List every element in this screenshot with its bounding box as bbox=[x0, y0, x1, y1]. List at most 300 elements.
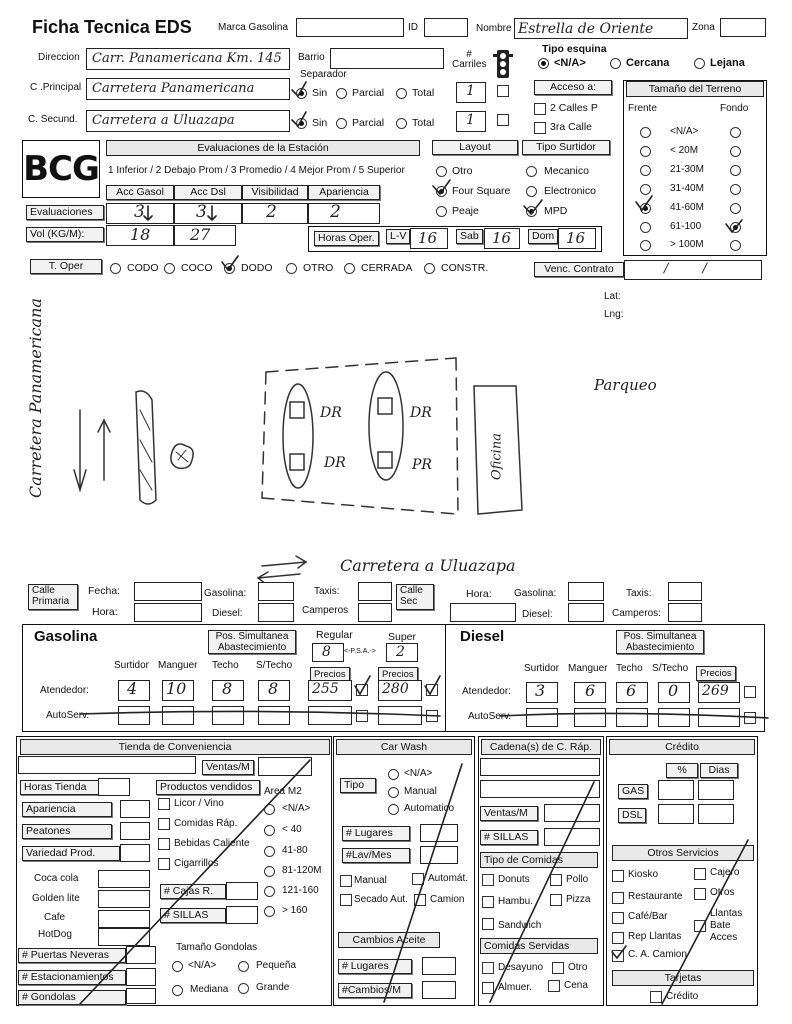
brand-hotdog-field[interactable] bbox=[98, 928, 150, 946]
oper-dodo-label: DODO bbox=[241, 262, 273, 274]
servicio-camion-check[interactable] bbox=[612, 950, 624, 962]
credito-dias-label: Dias bbox=[700, 763, 738, 778]
id-field[interactable] bbox=[424, 18, 468, 37]
tamano-na-radio[interactable] bbox=[172, 961, 183, 972]
hora2-field[interactable] bbox=[450, 603, 516, 622]
carwash-secado-label: Secado Aut. bbox=[354, 894, 408, 905]
frente-radio-3[interactable] bbox=[640, 165, 651, 176]
dsl-surtidor-value: 3 bbox=[535, 681, 546, 700]
cambios-aceite-title: Cambios Aceite bbox=[338, 932, 440, 948]
area-gt160-radio[interactable] bbox=[264, 906, 275, 917]
cadena-title: Cadena(s) de C. Ráp. bbox=[481, 739, 601, 755]
carwash-lugares-field[interactable] bbox=[420, 824, 458, 842]
carwash-na-radio[interactable] bbox=[388, 769, 399, 780]
oper-codo-radio[interactable] bbox=[110, 263, 121, 274]
tipo-surtidor-label: Tipo Surtidor bbox=[522, 140, 610, 155]
taxis2-label: Taxis: bbox=[626, 588, 652, 599]
dsl-techo-value: 6 bbox=[626, 681, 637, 700]
gas-auto-surtidor[interactable] bbox=[118, 706, 150, 725]
taxis-label: Taxis: bbox=[314, 586, 340, 597]
sketch-dispenser-1: DR bbox=[320, 405, 342, 421]
carwash-lavmes-label: #Lav/Mes bbox=[342, 848, 410, 863]
frente-radio-5[interactable] bbox=[640, 203, 651, 214]
direccion-value: Carr. Panamericana Km. 145 bbox=[92, 51, 282, 66]
servida-almuer-label: Almuer. bbox=[498, 982, 532, 993]
cambios-lugares-field[interactable] bbox=[422, 957, 456, 975]
servicio-llantas-label: Llantas Bate Acces bbox=[710, 908, 743, 943]
gas-manguer-value: 10 bbox=[166, 679, 187, 698]
separador-total-label-2: Total bbox=[412, 117, 435, 129]
c-secund-label: C. Secund. bbox=[28, 114, 78, 125]
gas-auto-precio-regular[interactable] bbox=[308, 706, 352, 725]
servida-desayuno-check[interactable] bbox=[482, 962, 494, 974]
frente-label: Frente bbox=[628, 103, 657, 114]
gas-col-manguer: Manguer bbox=[158, 660, 198, 671]
carwash-lugares-label: # Lugares bbox=[342, 826, 410, 841]
tamano-pequena-label: Pequeña bbox=[256, 960, 297, 971]
carwash-camion-check[interactable] bbox=[414, 894, 426, 906]
fondo-radio-1[interactable] bbox=[730, 127, 741, 138]
servicio-otros-label: Otros bbox=[710, 887, 735, 898]
area-80-radio[interactable] bbox=[264, 846, 275, 857]
surtidor-mpd-label: MPD bbox=[544, 205, 568, 217]
carwash-auto-label: Automatico bbox=[404, 803, 455, 814]
gas-col-techo: Techo bbox=[212, 660, 239, 671]
oper-dodo-radio[interactable] bbox=[224, 263, 235, 274]
cambios-lugares-label: # Lugares bbox=[338, 959, 412, 974]
oper-otro-radio[interactable] bbox=[286, 263, 297, 274]
credito-dsl-pct[interactable] bbox=[658, 804, 694, 824]
servicio-otros-check[interactable] bbox=[694, 888, 706, 900]
area-na-label: <N/A> bbox=[282, 803, 311, 814]
t-oper-label: T. Oper bbox=[30, 259, 102, 274]
credito-dsl-dias[interactable] bbox=[698, 804, 734, 824]
servida-otro-check[interactable] bbox=[552, 962, 564, 974]
cadena-field-1[interactable] bbox=[480, 758, 600, 776]
col-acc-dsl: Acc Dsl bbox=[174, 185, 242, 200]
servida-cena-label: Cena bbox=[564, 980, 588, 991]
hora-label: Hora: bbox=[92, 606, 118, 618]
eval-visibilidad-value: 2 bbox=[266, 202, 277, 222]
cajas-field[interactable] bbox=[226, 882, 258, 900]
eval-apariencia-field[interactable] bbox=[308, 203, 380, 224]
comida-sandwich-check[interactable] bbox=[482, 918, 494, 930]
surtidor-electronico-label: Electronico bbox=[544, 185, 596, 197]
tarjeta-credito-check[interactable] bbox=[650, 991, 662, 1003]
terreno-size-6: 61-100 bbox=[670, 221, 702, 232]
estacionamientos-field[interactable] bbox=[126, 968, 156, 986]
horas-oper-label: Horas Oper. bbox=[314, 231, 379, 246]
nombre-label: Nombre bbox=[476, 23, 512, 34]
tienda-title: Tienda de Conveniencia bbox=[20, 739, 330, 755]
oper-constr-radio[interactable] bbox=[424, 263, 435, 274]
servicio-rep-llantas-label: Rep Llantas bbox=[628, 931, 682, 942]
comida-pizza-label: Pizza bbox=[566, 894, 591, 905]
dsl-col-techo: Techo bbox=[616, 663, 643, 674]
servicio-rep-llantas-check[interactable] bbox=[612, 932, 624, 944]
separador-parcial-label-2: Parcial bbox=[352, 117, 385, 129]
carwash-lavmes-field[interactable] bbox=[420, 846, 458, 864]
separador-parcial-radio-2[interactable] bbox=[336, 118, 347, 129]
precios-regular-label: Precios bbox=[310, 667, 350, 682]
super-pos-value: 2 bbox=[396, 644, 405, 660]
col-acc-gasol: Acc Gasol bbox=[106, 185, 174, 200]
separador-parcial-radio-1[interactable] bbox=[336, 88, 347, 99]
oper-coco-label: COCO bbox=[181, 262, 213, 274]
gondolas-label: # Gondolas bbox=[18, 990, 126, 1005]
gasolina2-label: Gasolina: bbox=[514, 588, 557, 599]
oper-cerrada-label: CERRADA bbox=[361, 262, 413, 274]
brand-cafe-field[interactable] bbox=[98, 910, 150, 928]
carwash-tipo-label: Tipo bbox=[340, 778, 376, 793]
frente-radio-6[interactable] bbox=[640, 222, 651, 233]
comida-pollo-label: Pollo bbox=[566, 874, 589, 885]
servicio-cafe-label: Café/Bar bbox=[628, 911, 668, 922]
vol-dsl-value: 27 bbox=[190, 225, 211, 244]
terreno-title: Tamaño del Terreno bbox=[626, 81, 764, 97]
marca-gasolina-field[interactable] bbox=[296, 18, 404, 37]
cajas-label: # Cajas R. bbox=[160, 884, 226, 899]
dsl-auto-techo[interactable] bbox=[616, 708, 648, 727]
tamano-grande-radio[interactable] bbox=[238, 983, 249, 994]
sketch-road-bottom: Carretera a Uluazapa bbox=[340, 556, 516, 575]
gas-auto-super-check[interactable] bbox=[426, 710, 438, 722]
tienda-ventas-field[interactable] bbox=[258, 757, 312, 776]
servida-almuer-check[interactable] bbox=[482, 982, 494, 994]
tamano-grande-label: Grande bbox=[256, 982, 290, 993]
bcg-logo: BCG bbox=[22, 140, 100, 198]
credito-gas-dias[interactable] bbox=[698, 780, 734, 800]
comidas-servidas-title: Comidas Servidas bbox=[480, 938, 598, 954]
frente-radio-4[interactable] bbox=[640, 184, 651, 195]
regular-label: Regular bbox=[316, 629, 353, 641]
camperos-label: Camperos bbox=[302, 605, 349, 616]
producto-licor-check[interactable] bbox=[158, 798, 170, 810]
surtidor-mpd-radio[interactable] bbox=[526, 206, 537, 217]
oper-constr-label: CONSTR. bbox=[441, 262, 489, 274]
area-120-label: 81-120M bbox=[282, 865, 322, 876]
carriles-secund-check[interactable] bbox=[497, 114, 509, 126]
tarjeta-credito-label: Crédito bbox=[666, 991, 699, 1002]
tienda-sillas-field[interactable] bbox=[226, 906, 258, 924]
tamano-mediana-label: Mediana bbox=[190, 984, 229, 995]
esquina-lejana-label: Lejana bbox=[710, 57, 745, 69]
camperos-field[interactable] bbox=[358, 603, 392, 622]
zona-label: Zona bbox=[692, 22, 715, 33]
producto-cigarrillos-label: Cigarrillos bbox=[174, 858, 219, 869]
regular-pos-value: 8 bbox=[322, 644, 331, 660]
servicio-restaurante-label: Restaurante bbox=[628, 891, 683, 902]
barrio-field[interactable] bbox=[330, 48, 444, 69]
evaluaciones-row-label: Evaluaciones bbox=[26, 205, 104, 220]
producto-comidas-check[interactable] bbox=[158, 818, 170, 830]
carwash-na-label: <N/A> bbox=[404, 768, 433, 779]
area-40-label: < 40 bbox=[282, 824, 302, 835]
acceso-label: Acceso a: bbox=[534, 80, 612, 95]
dsl-autoserv-label: AutoServ. bbox=[468, 711, 512, 722]
fondo-radio-5[interactable] bbox=[730, 203, 741, 214]
camperos2-field[interactable] bbox=[668, 603, 702, 622]
dsl-auto-check[interactable] bbox=[744, 712, 756, 724]
brand-cocacola-field[interactable] bbox=[98, 870, 150, 888]
zona-field[interactable] bbox=[720, 18, 766, 37]
carwash-auto-radio[interactable] bbox=[388, 804, 399, 815]
diesel-label: Diesel: bbox=[212, 608, 243, 619]
comida-pollo-check[interactable] bbox=[550, 874, 562, 886]
diesel-field[interactable] bbox=[258, 603, 294, 622]
gas-surtidor-value: 4 bbox=[127, 679, 138, 698]
fecha-label: Fecha: bbox=[88, 585, 121, 597]
servicio-restaurante-check[interactable] bbox=[612, 892, 624, 904]
comida-hambu-check[interactable] bbox=[482, 896, 494, 908]
tamano-na-label: <N/A> bbox=[188, 960, 217, 971]
surtidor-mecanico-radio[interactable] bbox=[526, 166, 537, 177]
separador-total-radio-1[interactable] bbox=[396, 88, 407, 99]
separador-total-label-1: Total bbox=[412, 87, 435, 99]
marca-gasolina-label: Marca Gasolina bbox=[218, 22, 289, 33]
eval-apariencia-value: 2 bbox=[330, 202, 341, 222]
tienda-variedad-field[interactable] bbox=[120, 844, 150, 862]
separador-sin-radio-2[interactable] bbox=[296, 118, 307, 129]
credito-title: Crédito bbox=[609, 739, 755, 755]
brand-golden-field[interactable] bbox=[98, 890, 150, 908]
gas-auto-stecho[interactable] bbox=[258, 706, 290, 725]
servicio-kiosko-check[interactable] bbox=[612, 870, 624, 882]
dsl-auto-surtidor[interactable] bbox=[526, 708, 558, 727]
separador-total-radio-2[interactable] bbox=[396, 118, 407, 129]
dom-label: Dom bbox=[528, 229, 558, 244]
gasolina-label: Gasolina: bbox=[204, 588, 247, 599]
vol-gasol-value: 18 bbox=[130, 225, 151, 244]
tienda-marca-field[interactable] bbox=[18, 756, 196, 774]
esquina-cercana-label: Cercana bbox=[626, 57, 670, 69]
dsl-stecho-value: 0 bbox=[668, 681, 679, 700]
lv-value: 16 bbox=[418, 229, 438, 247]
carwash-camion-label: Camion bbox=[430, 894, 465, 905]
dsl-col-stecho: S/Techo bbox=[652, 663, 689, 674]
area-120-radio[interactable] bbox=[264, 866, 275, 877]
sketch-road-left: Carretera Panamericana bbox=[26, 298, 45, 498]
tipo-esquina-label: Tipo esquina bbox=[542, 43, 607, 55]
servicio-cajero-check[interactable] bbox=[694, 868, 706, 880]
frente-radio-2[interactable] bbox=[640, 146, 651, 157]
tamano-mediana-radio[interactable] bbox=[172, 985, 183, 996]
lng-label: Lng: bbox=[604, 309, 624, 320]
carwash-automat-label: Automát. bbox=[428, 873, 469, 884]
dom-value: 16 bbox=[566, 229, 586, 247]
carwash-manual-check[interactable] bbox=[340, 875, 352, 887]
puertas-field[interactable] bbox=[126, 946, 156, 964]
dsl-auto-stecho[interactable] bbox=[658, 708, 690, 727]
eval-acc-dsl-field[interactable] bbox=[174, 203, 242, 224]
producto-bebidas-check[interactable] bbox=[158, 838, 170, 850]
comida-donuts-check[interactable] bbox=[482, 874, 494, 886]
esquina-na-label: <N/A> bbox=[554, 57, 586, 69]
lat-label: Lat: bbox=[604, 291, 621, 302]
layout-foursquare-radio[interactable] bbox=[436, 186, 447, 197]
frente-radio-1[interactable] bbox=[640, 127, 651, 138]
cadena-ventas-label: Ventas/M bbox=[480, 806, 538, 821]
fondo-radio-6[interactable] bbox=[730, 222, 741, 233]
gas-col-stecho: S/Techo bbox=[256, 660, 293, 671]
oper-coco-radio[interactable] bbox=[164, 263, 175, 274]
calle-sec-label: Calle Sec bbox=[396, 584, 434, 610]
carwash-manual-radio[interactable] bbox=[388, 787, 399, 798]
tienda-peatones-field[interactable] bbox=[120, 822, 150, 840]
esquina-na-radio[interactable] bbox=[538, 58, 549, 69]
hora-field[interactable] bbox=[134, 603, 202, 622]
brand-cocacola-label: Coca cola bbox=[34, 873, 79, 884]
separador-sin-label-1: Sin bbox=[312, 87, 328, 99]
venc-contrato-label: Venc. Contrato bbox=[534, 262, 624, 277]
precio-super-check[interactable] bbox=[426, 684, 438, 696]
evaluaciones-title: Evaluaciones de la Estación bbox=[106, 140, 420, 156]
tienda-ventas-label: Ventas/M bbox=[202, 760, 254, 775]
oper-cerrada-radio[interactable] bbox=[344, 263, 355, 274]
gasolina-field[interactable] bbox=[258, 582, 294, 601]
eval-acc-gasol-value: 3 bbox=[134, 202, 145, 222]
comida-pizza-check[interactable] bbox=[550, 894, 562, 906]
separador-parcial-label-1: Parcial bbox=[352, 87, 385, 99]
dsl-manguer-value: 6 bbox=[585, 681, 596, 700]
dsl-col-manguer: Manguer bbox=[568, 663, 608, 674]
camperos2-label: Camperos: bbox=[612, 608, 661, 619]
carriles-principal-check[interactable] bbox=[497, 85, 509, 97]
dsl-auto-manguer[interactable] bbox=[574, 708, 606, 727]
sketch-dispenser-2: DR bbox=[324, 455, 346, 471]
oper-codo-label: CODO bbox=[127, 262, 159, 274]
tienda-apariencia-field[interactable] bbox=[120, 800, 150, 818]
carwash-automat-check[interactable] bbox=[412, 873, 424, 885]
fondo-radio-2[interactable] bbox=[730, 146, 741, 157]
producto-licor-label: Licor / Vino bbox=[174, 798, 224, 809]
sketch-oficina: Oficina bbox=[489, 433, 505, 480]
servida-cena-check[interactable] bbox=[548, 980, 560, 992]
separador-sin-radio-1[interactable] bbox=[296, 88, 307, 99]
surtidor-electronico-radio[interactable] bbox=[526, 186, 537, 197]
sketch-dispenser-3: DR bbox=[410, 405, 432, 421]
fecha-field[interactable] bbox=[134, 582, 202, 601]
terreno-size-1: <N/A> bbox=[670, 126, 699, 137]
terreno-size-4: 31-40M bbox=[670, 183, 704, 194]
layout-peaje-label: Peaje bbox=[452, 205, 479, 217]
nombre-value: Estrella de Oriente bbox=[518, 21, 654, 37]
sketch-dispenser-4: PR bbox=[412, 457, 432, 473]
producto-cigarrillos-check[interactable] bbox=[158, 858, 170, 870]
form-title: Ficha Tecnica EDS bbox=[32, 17, 192, 37]
cambios-m-label: #Cambios/M bbox=[338, 983, 412, 998]
servida-otro-label: Otro bbox=[568, 962, 588, 973]
gasolina-title: Gasolina bbox=[34, 628, 98, 645]
gas-auto-techo[interactable] bbox=[212, 706, 244, 725]
servicio-cafe-check[interactable] bbox=[612, 912, 624, 924]
tamano-pequena-radio[interactable] bbox=[238, 961, 249, 972]
dsl-precio-check[interactable] bbox=[744, 686, 756, 698]
cambios-m-field[interactable] bbox=[422, 981, 456, 999]
gasolina2-field[interactable] bbox=[568, 582, 604, 601]
dsl-auto-precio[interactable] bbox=[698, 708, 740, 727]
acceso-2calles-check[interactable] bbox=[534, 103, 546, 115]
cadena-ventas-field[interactable] bbox=[544, 804, 600, 822]
puertas-label: # Puertas Neveras bbox=[18, 948, 126, 963]
fondo-radio-4[interactable] bbox=[730, 184, 741, 195]
carriles-principal-value: 1 bbox=[466, 83, 475, 99]
servida-desayuno-label: Desayuno bbox=[498, 962, 544, 973]
carriles-label: # Carriles bbox=[452, 49, 487, 70]
servicio-camion-label: C. A. Camion bbox=[628, 949, 687, 960]
acceso-3racalle-label: 3ra Calle bbox=[550, 121, 593, 133]
esquina-cercana-radio[interactable] bbox=[610, 58, 621, 69]
carwash-secado-check[interactable] bbox=[340, 894, 352, 906]
area-80-label: 41-80 bbox=[282, 845, 308, 856]
gas-auto-precio-super[interactable] bbox=[378, 706, 422, 725]
comida-hambu-label: Hambu. bbox=[498, 896, 534, 907]
terreno-size-5: 41-60M bbox=[670, 202, 704, 213]
acceso-3racalle-check[interactable] bbox=[534, 122, 546, 134]
area-na-radio[interactable] bbox=[264, 804, 275, 815]
gas-atendedor-label: Atendedor: bbox=[40, 685, 89, 696]
eval-acc-dsl-value: 3 bbox=[196, 202, 207, 222]
carriles-secund-value: 1 bbox=[466, 112, 475, 128]
servicio-llantas-check[interactable] bbox=[694, 920, 706, 932]
area-160-radio[interactable] bbox=[264, 886, 275, 897]
frente-radio-7[interactable] bbox=[640, 240, 651, 251]
brand-cafe-label: Cafe bbox=[44, 912, 66, 923]
fondo-radio-3[interactable] bbox=[730, 165, 741, 176]
cadena-field-2[interactable] bbox=[480, 780, 600, 798]
barrio-label: Barrio bbox=[298, 52, 325, 63]
gondolas-field[interactable] bbox=[126, 988, 156, 1004]
sab-label: Sab bbox=[456, 229, 483, 244]
otros-servicios-title: Otros Servicios bbox=[612, 845, 754, 861]
diesel2-field[interactable] bbox=[568, 603, 604, 622]
credito-gas-pct[interactable] bbox=[658, 780, 694, 800]
cadena-sillas-field[interactable] bbox=[544, 828, 600, 846]
diesel-title: Diesel bbox=[460, 628, 505, 645]
tienda-peatones-label: Peatones bbox=[22, 824, 112, 839]
gasolina-pos-label: Pos. Simultanea Abastecimiento bbox=[208, 630, 296, 654]
fondo-label: Fondo bbox=[720, 103, 749, 114]
area-40-radio[interactable] bbox=[264, 825, 275, 836]
esquina-lejana-radio[interactable] bbox=[694, 58, 705, 69]
tienda-horas-field[interactable] bbox=[98, 778, 130, 796]
taxis2-field[interactable] bbox=[668, 582, 702, 601]
producto-comidas-label: Comidas Ráp. bbox=[174, 818, 238, 829]
layout-otro-radio[interactable] bbox=[436, 166, 447, 177]
layout-foursquare-label: Four Square bbox=[452, 185, 511, 197]
taxis-field[interactable] bbox=[358, 582, 392, 601]
calle-primaria-label: Calle Primaria bbox=[28, 584, 78, 610]
precio-regular-value: 255 bbox=[312, 681, 339, 697]
sketch-parqueo: Parqueo bbox=[594, 376, 657, 394]
tipo-comidas-title: Tipo de Comidas bbox=[480, 852, 598, 868]
tienda-horas-label: Horas Tienda bbox=[20, 780, 100, 795]
comida-sandwich-label: Sandwich bbox=[498, 920, 542, 931]
fondo-radio-7[interactable] bbox=[730, 240, 741, 251]
terreno-size-2: < 20M bbox=[670, 145, 699, 156]
estacionamientos-label: # Estacionamientos bbox=[18, 970, 126, 985]
gas-auto-regular-check[interactable] bbox=[356, 710, 368, 722]
traffic-light-icon bbox=[492, 48, 514, 80]
layout-peaje-radio[interactable] bbox=[436, 206, 447, 217]
gas-auto-manguer[interactable] bbox=[162, 706, 194, 725]
precio-super-value: 280 bbox=[382, 681, 409, 697]
evaluaciones-scale: 1 Inferior / 2 Debajo Prom / 3 Promedio / 4 Mejor Prom / 5 Superior bbox=[108, 165, 405, 176]
lv-label: L-V bbox=[386, 229, 410, 244]
tienda-apariencia-label: Apariencia bbox=[22, 802, 112, 817]
precio-regular-check[interactable] bbox=[356, 684, 368, 696]
oper-otro-label: OTRO bbox=[303, 262, 334, 274]
